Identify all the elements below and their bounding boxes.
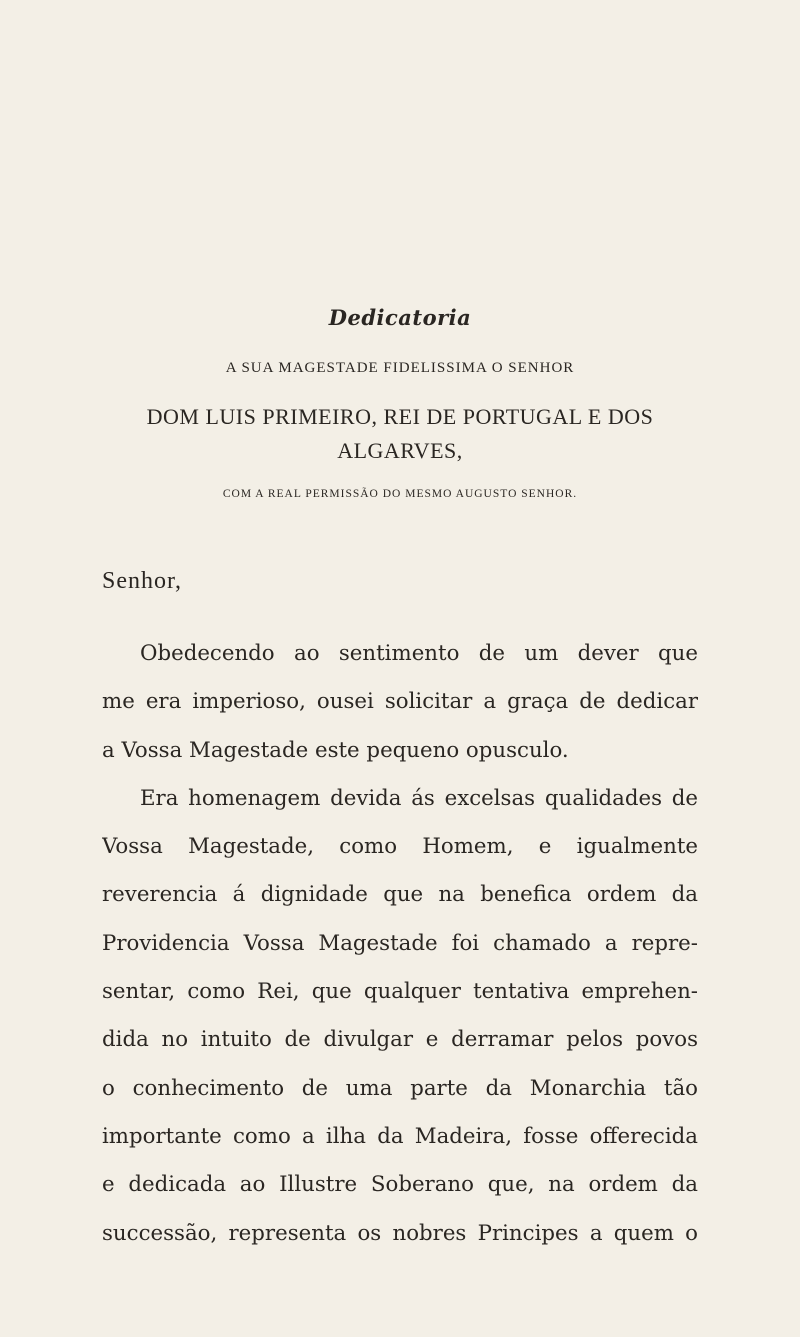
text-line: Obedecendo ao sentimento de um dever que: [140, 641, 698, 666]
dedicatee-line-2: [0, 400, 800, 468]
text-line: Vossa Magestade, como Homem, e igualmente: [102, 834, 698, 860]
salutation: Senhor,: [102, 568, 183, 594]
body-text: [102, 630, 698, 1258]
text-line: e dedicada ao Illustre Soberano que, na ordem da: [102, 1172, 698, 1198]
text-line: Providencia Vossa Magestade foi chamado a repre-: [102, 930, 698, 956]
text-line: o conhecimento de uma parte da Monarchia tão: [102, 1075, 698, 1101]
text-line: sentar, como Rei, que qualquer tentativa emprehen-: [102, 979, 698, 1005]
permission-line: COM A REAL PERMISSÃO DO MESMO AUGUSTO SENHOR.: [222, 488, 578, 500]
text-line: successão, representa os nobres Principes a quem o: [102, 1220, 698, 1246]
text-line: Era homenagem devida ás excelsas qualidades de: [140, 785, 698, 811]
dedicatee-line-2b: ALGARVES,: [337, 438, 463, 463]
text-line: importante como a ilha da Madeira, fosse offerecida: [102, 1123, 698, 1149]
dedication-heading: Dedicatoria: [328, 305, 472, 330]
text-line: me era imperioso, ousei solicitar a graça de dedicar: [102, 689, 698, 715]
dedicatee-line-1: A SUA MAGESTADE FIDELISSIMA O SENHOR: [225, 360, 575, 376]
text-line: dida no intuito de divulgar e derramar pelos povos: [102, 1027, 698, 1053]
dedicatee-line-2a: DOM LUIS PRIMEIRO, REI DE PORTUGAL E DOS: [146, 404, 654, 429]
text-line: reverencia á dignidade que na benefica ordem da: [102, 882, 698, 908]
text-line: a Vossa Magestade este pequeno opusculo.: [102, 737, 569, 763]
